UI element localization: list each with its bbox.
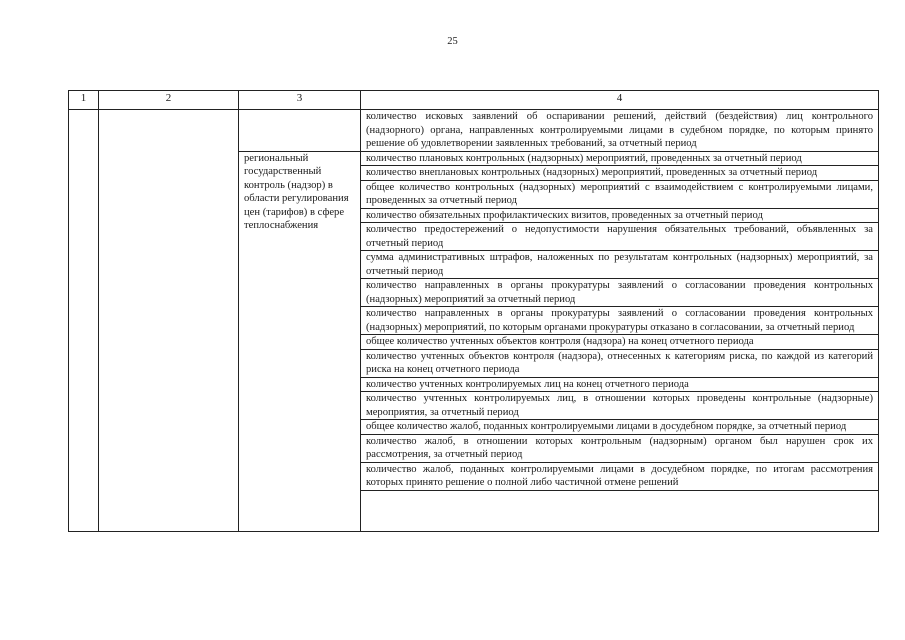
indicator-cell: количество исковых заявлений об оспаривании решений, действий (бездействия) лиц контрольного (надзорного) органа, направленных контролируемыми лицами в судебном порядке, по которым принято решение об удовлетворении заявленных требований, за отчетный период xyxy=(361,110,879,152)
col-3-cell-empty xyxy=(239,110,361,152)
header-col-3: 3 xyxy=(239,91,361,110)
indicator-cell: количество плановых контрольных (надзорных) мероприятий, проведенных за отчетный период xyxy=(361,151,879,166)
indicator-cell: количество внеплановых контрольных (надзорных) мероприятий, проведенных за отчетный период xyxy=(361,166,879,181)
indicator-cell: количество учтенных контролируемых лиц на конец отчетного периода xyxy=(361,377,879,392)
indicator-cell: количество направленных в органы прокуратуры заявлений о согласовании проведения контрольных (надзорных) мероприятий за отчетный период xyxy=(361,279,879,307)
header-col-4: 4 xyxy=(361,91,879,110)
indicator-cell: количество направленных в органы прокуратуры заявлений о согласовании проведения контрольных (надзорных) мероприятий, по которым органами прокуратуры отказано в согласовании, за отчетный период xyxy=(361,307,879,335)
indicator-cell: количество жалоб, поданных контролируемыми лицами в досудебном порядке, по итогам рассмотрения которых принято решение о полной либо частичной отмене решений xyxy=(361,462,879,490)
indicator-cell: общее количество контрольных (надзорных) мероприятий с взаимодействием с контролируемыми лицами, проведенных за отчетный период xyxy=(361,180,879,208)
page-bottom-area xyxy=(0,580,905,640)
indicator-cell-partial xyxy=(361,490,879,531)
header-col-2: 2 xyxy=(99,91,239,110)
indicator-cell: общее количество жалоб, поданных контролируемыми лицами в досудебном порядке, за отчетный период xyxy=(361,420,879,435)
indicator-cell: количество обязательных профилактических визитов, проведенных за отчетный период xyxy=(361,208,879,223)
table-row xyxy=(69,110,879,152)
section-label: региональный государственный контроль (надзор) в области регулирования цен (тарифов) в сфере теплоснабжения xyxy=(239,151,361,531)
indicators-table xyxy=(68,90,879,532)
indicator-cell: общее количество учтенных объектов контроля (надзора) на конец отчетного периода xyxy=(361,335,879,350)
indicator-cell: количество учтенных контролируемых лиц, в отношении которых проведены контрольные (надзорные) мероприятия, за отчетный период xyxy=(361,392,879,420)
table-header-row xyxy=(69,91,879,110)
page-number: 25 xyxy=(447,36,458,47)
header-col-1: 1 xyxy=(69,91,99,110)
indicator-cell: сумма административных штрафов, наложенных по результатам контрольных (надзорных) мероприятий, за отчетный период xyxy=(361,251,879,279)
indicator-cell: количество жалоб, в отношении которых контрольным (надзорным) органом был нарушен срок их рассмотрения, за отчетный период xyxy=(361,434,879,462)
indicator-cell: количество учтенных объектов контроля (надзора), отнесенных к категориям риска, по каждой из категорий риска на конец отчетного периода xyxy=(361,349,879,377)
col-1-cell xyxy=(69,110,99,532)
indicator-cell: количество предостережений о недопустимости нарушения обязательных требований, объявленных за отчетный период xyxy=(361,223,879,251)
col-2-cell xyxy=(99,110,239,532)
